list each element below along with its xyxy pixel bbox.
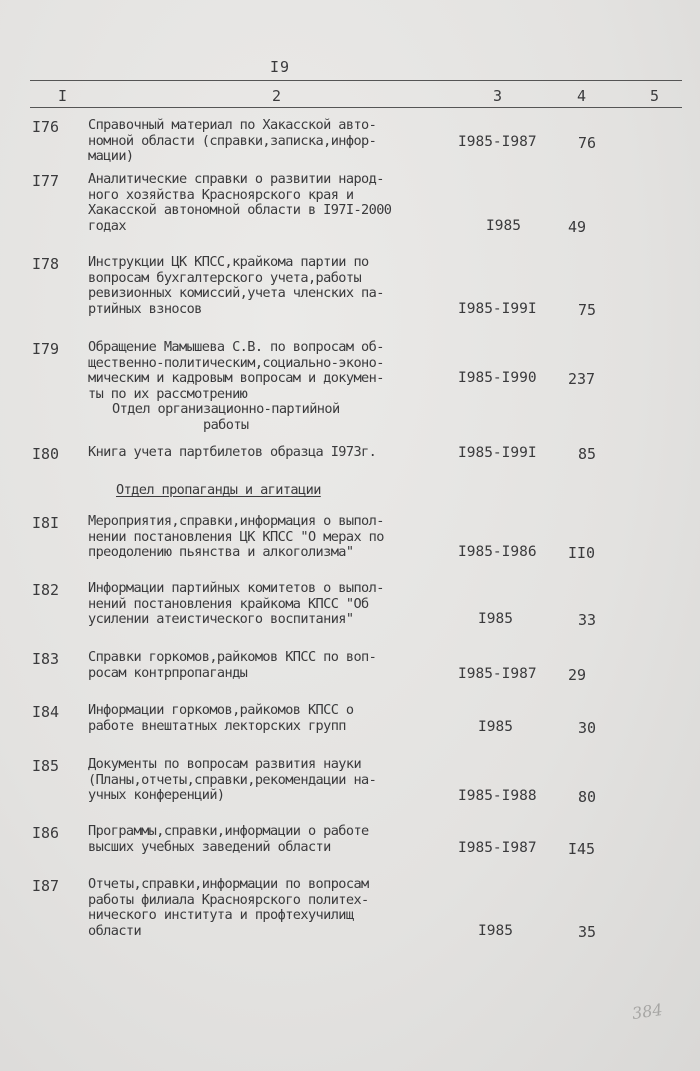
row-years: I985-I990 [458,370,537,386]
row-description: Информации партийных комитетов о выпол- нений постановления крайкома КПСС "Об усилении атеистического воспитания" [88,580,384,627]
section-heading-propaganda: Отдел пропаганды и агитации [116,482,321,498]
column-header-2: 2 [272,87,282,105]
row-number: I86 [32,824,60,842]
row-description: Справки горкомов,райкомов КПСС по воп- росам контрпропаганды [88,649,377,681]
row-description: Документы по вопросам развития науки (Планы,отчеты,справки,рекомендации на- учных конференций) [88,756,377,803]
row-years: I985-I988 [458,788,537,804]
row-years: I985-I987 [458,134,537,150]
row-pages: 49 [568,218,587,236]
row-description: Обращение Мамышева С.В. по вопросам об- щественно-политическим,социально-эконо- мическим и кадровым вопросам и докумен- ты по их рассмотрению [88,339,384,402]
header-top-rule [30,80,682,81]
row-description: Программы,справки,информации о работе высших учебных заведений области [88,823,369,855]
row-pages: 76 [578,134,597,152]
row-number: I82 [32,581,60,599]
row-number: I85 [32,757,60,775]
column-header-4: 4 [577,87,587,105]
row-years: I985 [478,611,513,627]
page-number: I9 [270,58,291,76]
row-number: I87 [32,877,60,895]
row-pages: 33 [578,611,597,629]
row-years: I985-I987 [458,666,537,682]
row-pages: 29 [568,666,587,684]
row-pages: 237 [568,370,596,388]
row-years: I985 [478,719,513,735]
row-pages: I45 [568,840,596,858]
row-number: I78 [32,255,60,273]
row-pages: 75 [578,301,597,319]
row-years: I985-I99I [458,445,537,461]
row-years: I985-I987 [458,840,537,856]
row-number: I76 [32,118,60,136]
row-description: Аналитические справки о развитии народ- ного хозяйства Красноярского края и Хакасской автономной области в I97I-2000 годах [88,171,392,234]
row-number: I8I [32,514,60,532]
row-description: Справочный материал по Хакасской авто- номной области (справки,записка,инфор- мации) [88,117,377,164]
row-pages: 80 [578,788,597,806]
row-description: Информации горкомов,райкомов КПСС о работе внештатных лекторских групп [88,702,354,734]
header-bottom-rule [30,107,682,108]
section-heading-org-party: Отдел организационно-партийной работы [112,401,340,433]
row-description: Инструкции ЦК КПСС,крайкома партии по вопросам бухгалтерского учета,работы ревизионных комиссий,учета членских па- ртийных взносов [88,254,384,317]
column-header-1: I [58,87,68,105]
row-description: Книга учета партбилетов образца I973г. [88,444,377,460]
row-pages: 85 [578,445,597,463]
row-years: I985 [478,923,513,939]
row-pages: 30 [578,719,597,737]
row-number: I79 [32,340,60,358]
row-description: Отчеты,справки,информации по вопросам работы филиала Красноярского политех- нического института и профтехучилищ области [88,876,369,939]
column-header-5: 5 [650,87,660,105]
column-header-3: 3 [493,87,503,105]
row-pages: 35 [578,923,597,941]
row-description: Мероприятия,справки,информация о выпол- нении постановления ЦК КПСС "О мерах по преодолению пьянства и алкоголизма" [88,513,384,560]
row-years: I985-I986 [458,544,537,560]
row-number: I77 [32,172,60,190]
row-years: I985-I99I [458,301,537,317]
handwritten-sheet-number: 384 [630,999,664,1024]
row-number: I80 [32,445,60,463]
row-number: I83 [32,650,60,668]
row-number: I84 [32,703,60,721]
row-pages: II0 [568,544,596,562]
row-years: I985 [486,218,521,234]
